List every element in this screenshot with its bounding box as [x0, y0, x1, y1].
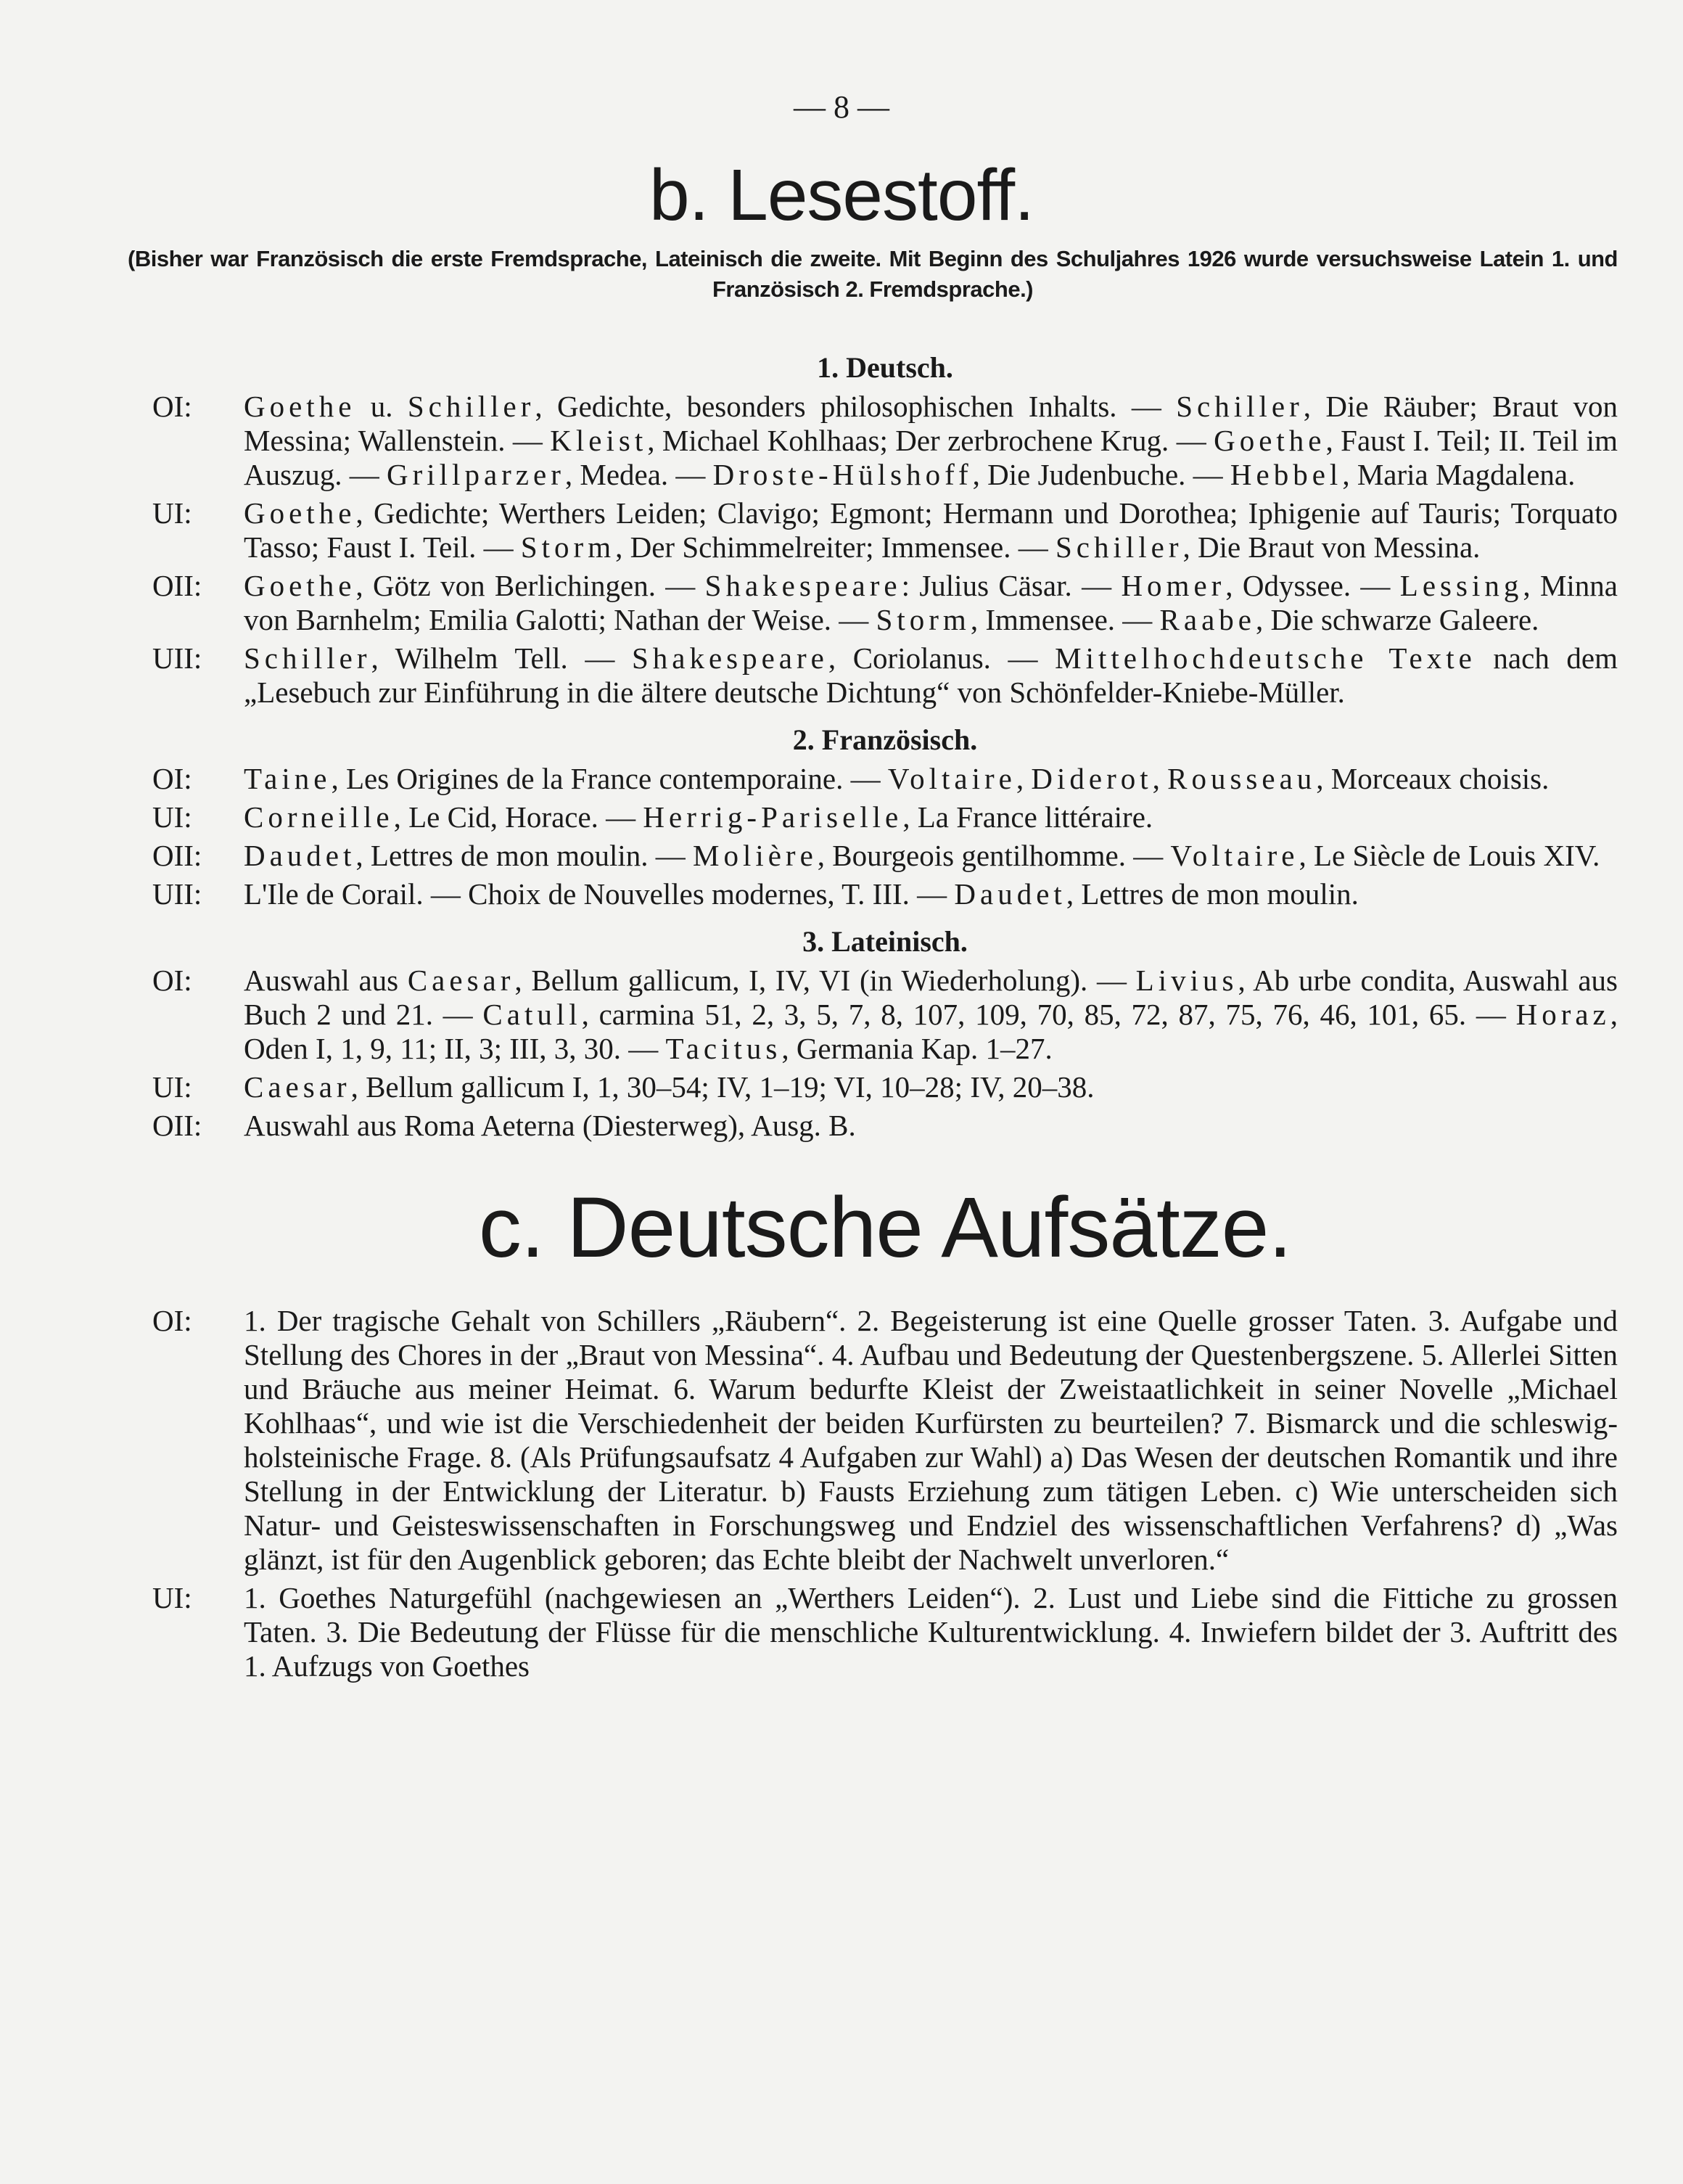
text-segment: , Lettres de mon moulin. [1066, 877, 1359, 911]
text-segment: , Bourgeois gentilhomme. — [817, 839, 1171, 872]
entry-text [244, 641, 1618, 710]
entry-row [152, 390, 1618, 492]
entry-row [152, 877, 1618, 911]
text-segment: , Die Judenbuche. — [972, 458, 1230, 491]
text-segment: , Bellum gallicum, I, IV, VI (in Wiederholung). — [514, 964, 1136, 997]
class-level-label: UII: [152, 877, 202, 911]
section-note: (Bisher war Französisch die erste Fremdsprache, Lateinisch die zweite. Mit Beginn des Schuljahres 1926 wurde versuchsweise Latein 1. und Französisch 2. Fremdsprache.) [128, 246, 1618, 302]
text-segment: , Odyssee. — [1225, 569, 1400, 602]
entry-text [244, 877, 1618, 911]
author-name: Voltaire [887, 762, 1016, 795]
text-segment: , Le Siècle de Louis XIV. [1299, 839, 1600, 872]
author-name: Voltaire [1170, 839, 1299, 872]
author-name: Raabe [1159, 603, 1256, 636]
text-segment: , La France littéraire. [902, 800, 1153, 834]
author-name: Taine [244, 762, 332, 795]
page-number: — 8 — [794, 89, 889, 125]
text-segment: , [1016, 762, 1032, 795]
essay-topics [152, 1304, 1618, 1683]
text-segment: Auswahl aus [244, 964, 408, 997]
author-name: Shakespeare [631, 641, 828, 675]
text-segment: , Les Origines de la France contemporaine. — [331, 762, 888, 795]
text-segment: , Le Cid, Horace. — [393, 800, 643, 834]
text-segment: , Oden I, 1, 9, 11; II, 3; III, 3, 30. — [244, 998, 1618, 1065]
author-name: Goethe [244, 569, 356, 602]
author-name: Grillparzer [387, 458, 565, 491]
author-name: Goethe [244, 496, 356, 530]
entry-text [244, 496, 1618, 565]
entry-row [152, 496, 1618, 565]
author-name: Caesar [407, 964, 515, 997]
entry-row [152, 1581, 1618, 1683]
author-name: Daudet [244, 839, 356, 872]
author-name: Corneille [244, 800, 394, 834]
class-level-label: OII: [152, 569, 202, 602]
reading-subjects [152, 350, 1618, 1143]
author-name: Storm [520, 530, 616, 564]
entry-text [244, 1304, 1618, 1577]
text-segment: , carmina 51, 2, 3, 5, 7, 8, 107, 109, 70, 85, 72, 87, 75, 76, 46, 101, 65. — [581, 998, 1516, 1031]
subject-heading: 3. Lateinisch. [802, 925, 968, 958]
text-segment: , Gedichte; Werthers Leiden; Clavigo; Egmont; Hermann und Dorothea; Iphigenie auf Tauris; Torquato Tasso; Faust I. Teil. — [244, 496, 1618, 564]
class-level-label: UI: [152, 800, 192, 834]
text-segment: , Gedichte, besonders philosophischen Inhalts. — [535, 390, 1177, 423]
entry-text [244, 390, 1618, 492]
text-segment: , Michael Kohlhaas; Der zerbrochene Krug. — [647, 424, 1214, 457]
text-segment: , Medea. — [564, 458, 713, 491]
author-name: Schiller [1055, 530, 1183, 564]
text-segment: , Bellum gallicum I, 1, 30–54; IV, 1–19; VI, 10–28; IV, 20–38. [350, 1070, 1095, 1104]
entry-row [152, 569, 1618, 637]
text-segment: 1. Der tragische Gehalt von Schillers „Räubern“. 2. Begeisterung ist eine Quelle grosser Taten. 3. Aufgabe und Stellung des Chores in der „Braut von Messina“. 4. Aufbau und Bedeutung der Questenbergszene. 5. Allerlei Sitten und Bräuche aus meiner Heimat. 6. Warum bedurfte Kleist der Zweistaatlichkeit in seiner Novelle „Michael Kohlhaas“, und wie ist die Verschiedenheit der beiden Kurfürsten zu beurteilen? 7. Bismarck und die schleswig-holsteinische Frage. 8. (Als Prüfungsaufsatz 4 Aufgaben zur Wahl) a) Das Wesen der deutschen Romantik und ihre Stellung in der Entwicklung der Literatur. b) Fausts Erziehung zum tätigen Leben. c) Wie unterscheiden sich Natur- und Geisteswissenschaften in Forschungsweg und Endziel des wissenschaftlichen Verfahrens? d) „Was glänzt, ist für den Augenblick geboren; das Echte bleibt der Nachwelt unverloren.“ [244, 1304, 1618, 1576]
entry-text [244, 569, 1618, 637]
section-title-aufsaetze: c. Deutsche Aufsätze. [478, 1180, 1292, 1276]
entry-text [244, 839, 1618, 873]
subject-heading: 1. Deutsch. [817, 351, 953, 384]
entry-row [152, 1109, 1618, 1143]
author-name: Kleist [550, 424, 648, 457]
author-name: Rousseau [1167, 762, 1317, 795]
text-segment: L'Ile de Corail. — Choix de Nouvelles modernes, T. III. — [244, 877, 955, 911]
text-segment: nach dem „Lesebuch zur Einführung in die ältere deutsche Dichtung“ von Schönfelder-Kniebe-Müller. [244, 641, 1618, 709]
author-name: Herrig-Pariselle [643, 800, 903, 834]
author-name: Homer [1121, 569, 1226, 602]
text-segment: , Morceaux choisis. [1316, 762, 1550, 795]
author-name: Goethe [244, 390, 356, 423]
text-segment: , Die schwarze Galeere. [1256, 603, 1539, 636]
text-segment: , Ab urbe condita, Auswahl aus Buch 2 und 21. — [244, 964, 1618, 1031]
author-name: Diderot [1031, 762, 1153, 795]
author-name: Lessing [1399, 569, 1523, 602]
entry-row [152, 839, 1618, 873]
text-segment: , Maria Magdalena. [1342, 458, 1576, 491]
author-name: Horaz [1515, 998, 1610, 1031]
entry-row [152, 1070, 1618, 1104]
class-level-label: OI: [152, 964, 192, 997]
class-level-label: UI: [152, 496, 192, 530]
entry-row [152, 1304, 1618, 1577]
entry-text [244, 1581, 1618, 1683]
class-level-label: OII: [152, 1109, 202, 1142]
text-segment: , [1152, 762, 1168, 795]
text-segment: , Immensee. — [970, 603, 1160, 636]
entry-row [152, 762, 1618, 796]
author-name: Daudet [954, 877, 1066, 911]
author-name: Caesar [244, 1070, 351, 1104]
author-name: Schiller [1176, 390, 1304, 423]
author-name: Molière [693, 839, 818, 872]
text-segment: , Wilhelm Tell. — [371, 641, 632, 675]
text-segment: Auswahl aus Roma Aeterna (Diesterweg), Ausg. B. [244, 1109, 856, 1142]
page-content [152, 337, 1618, 1688]
author-name: Catull [482, 998, 582, 1031]
text-segment: , Minna von Barnhelm; Emilia Galotti; Nathan der Weise. — [244, 569, 1618, 636]
author-name: Storm [876, 603, 971, 636]
class-level-label: UI: [152, 1581, 192, 1614]
author-name: Shakespeare [704, 569, 902, 602]
text-segment: , Germania Kap. 1–27. [781, 1032, 1053, 1065]
text-segment: , Faust I. Teil; II. Teil im Auszug. — [244, 424, 1618, 491]
entry-row [152, 800, 1618, 834]
author-name: Hebbel [1230, 458, 1343, 491]
class-level-label: OI: [152, 390, 192, 423]
author-name: Schiller [407, 390, 535, 423]
author-name: Droste-Hülshoff [712, 458, 973, 491]
entry-row [152, 964, 1618, 1066]
entry-text [244, 762, 1618, 796]
author-name: Goethe [1214, 424, 1326, 457]
text-segment: , Die Räuber; Braut von Messina; Wallenstein. — [244, 390, 1618, 457]
entry-text [244, 1070, 1618, 1104]
text-segment: , Götz von Berlichingen. — [355, 569, 705, 602]
class-level-label: UII: [152, 641, 202, 675]
entry-row [152, 641, 1618, 710]
text-segment: 1. Goethes Naturgefühl (nachgewiesen an „Werthers Leiden“). 2. Lust und Liebe sind die Fittiche zu grossen Taten. 3. Die Bedeutung der Flüsse für die menschliche Kulturentwicklung. 4. Inwiefern bildet der 3. Auftritt des 1. Aufzugs von Goethes [244, 1581, 1618, 1683]
text-segment: , Die Braut von Messina. [1182, 530, 1481, 564]
class-level-label: OI: [152, 1304, 192, 1337]
subject-heading: 2. Französisch. [792, 723, 978, 756]
text-segment: u. [355, 390, 408, 423]
author-name: Livius [1135, 964, 1238, 997]
text-segment: , Coriolanus. — [828, 641, 1056, 675]
class-level-label: OI: [152, 762, 192, 795]
author-name: Mittelhochdeutsche Texte [1055, 641, 1476, 675]
author-name: Tacitus [665, 1032, 782, 1065]
text-segment: , Lettres de mon moulin. — [355, 839, 693, 872]
class-level-label: UI: [152, 1070, 192, 1104]
text-segment: : Julius Cäsar. — [901, 569, 1122, 602]
author-name: Schiller [244, 641, 371, 675]
text-segment: , Der Schimmelreiter; Immensee. — [615, 530, 1056, 564]
class-level-label: OII: [152, 839, 202, 872]
entry-text [244, 800, 1618, 834]
entry-text [244, 964, 1618, 1066]
entry-text [244, 1109, 1618, 1143]
section-title-lesestoff: b. Lesestoff. [649, 155, 1034, 236]
